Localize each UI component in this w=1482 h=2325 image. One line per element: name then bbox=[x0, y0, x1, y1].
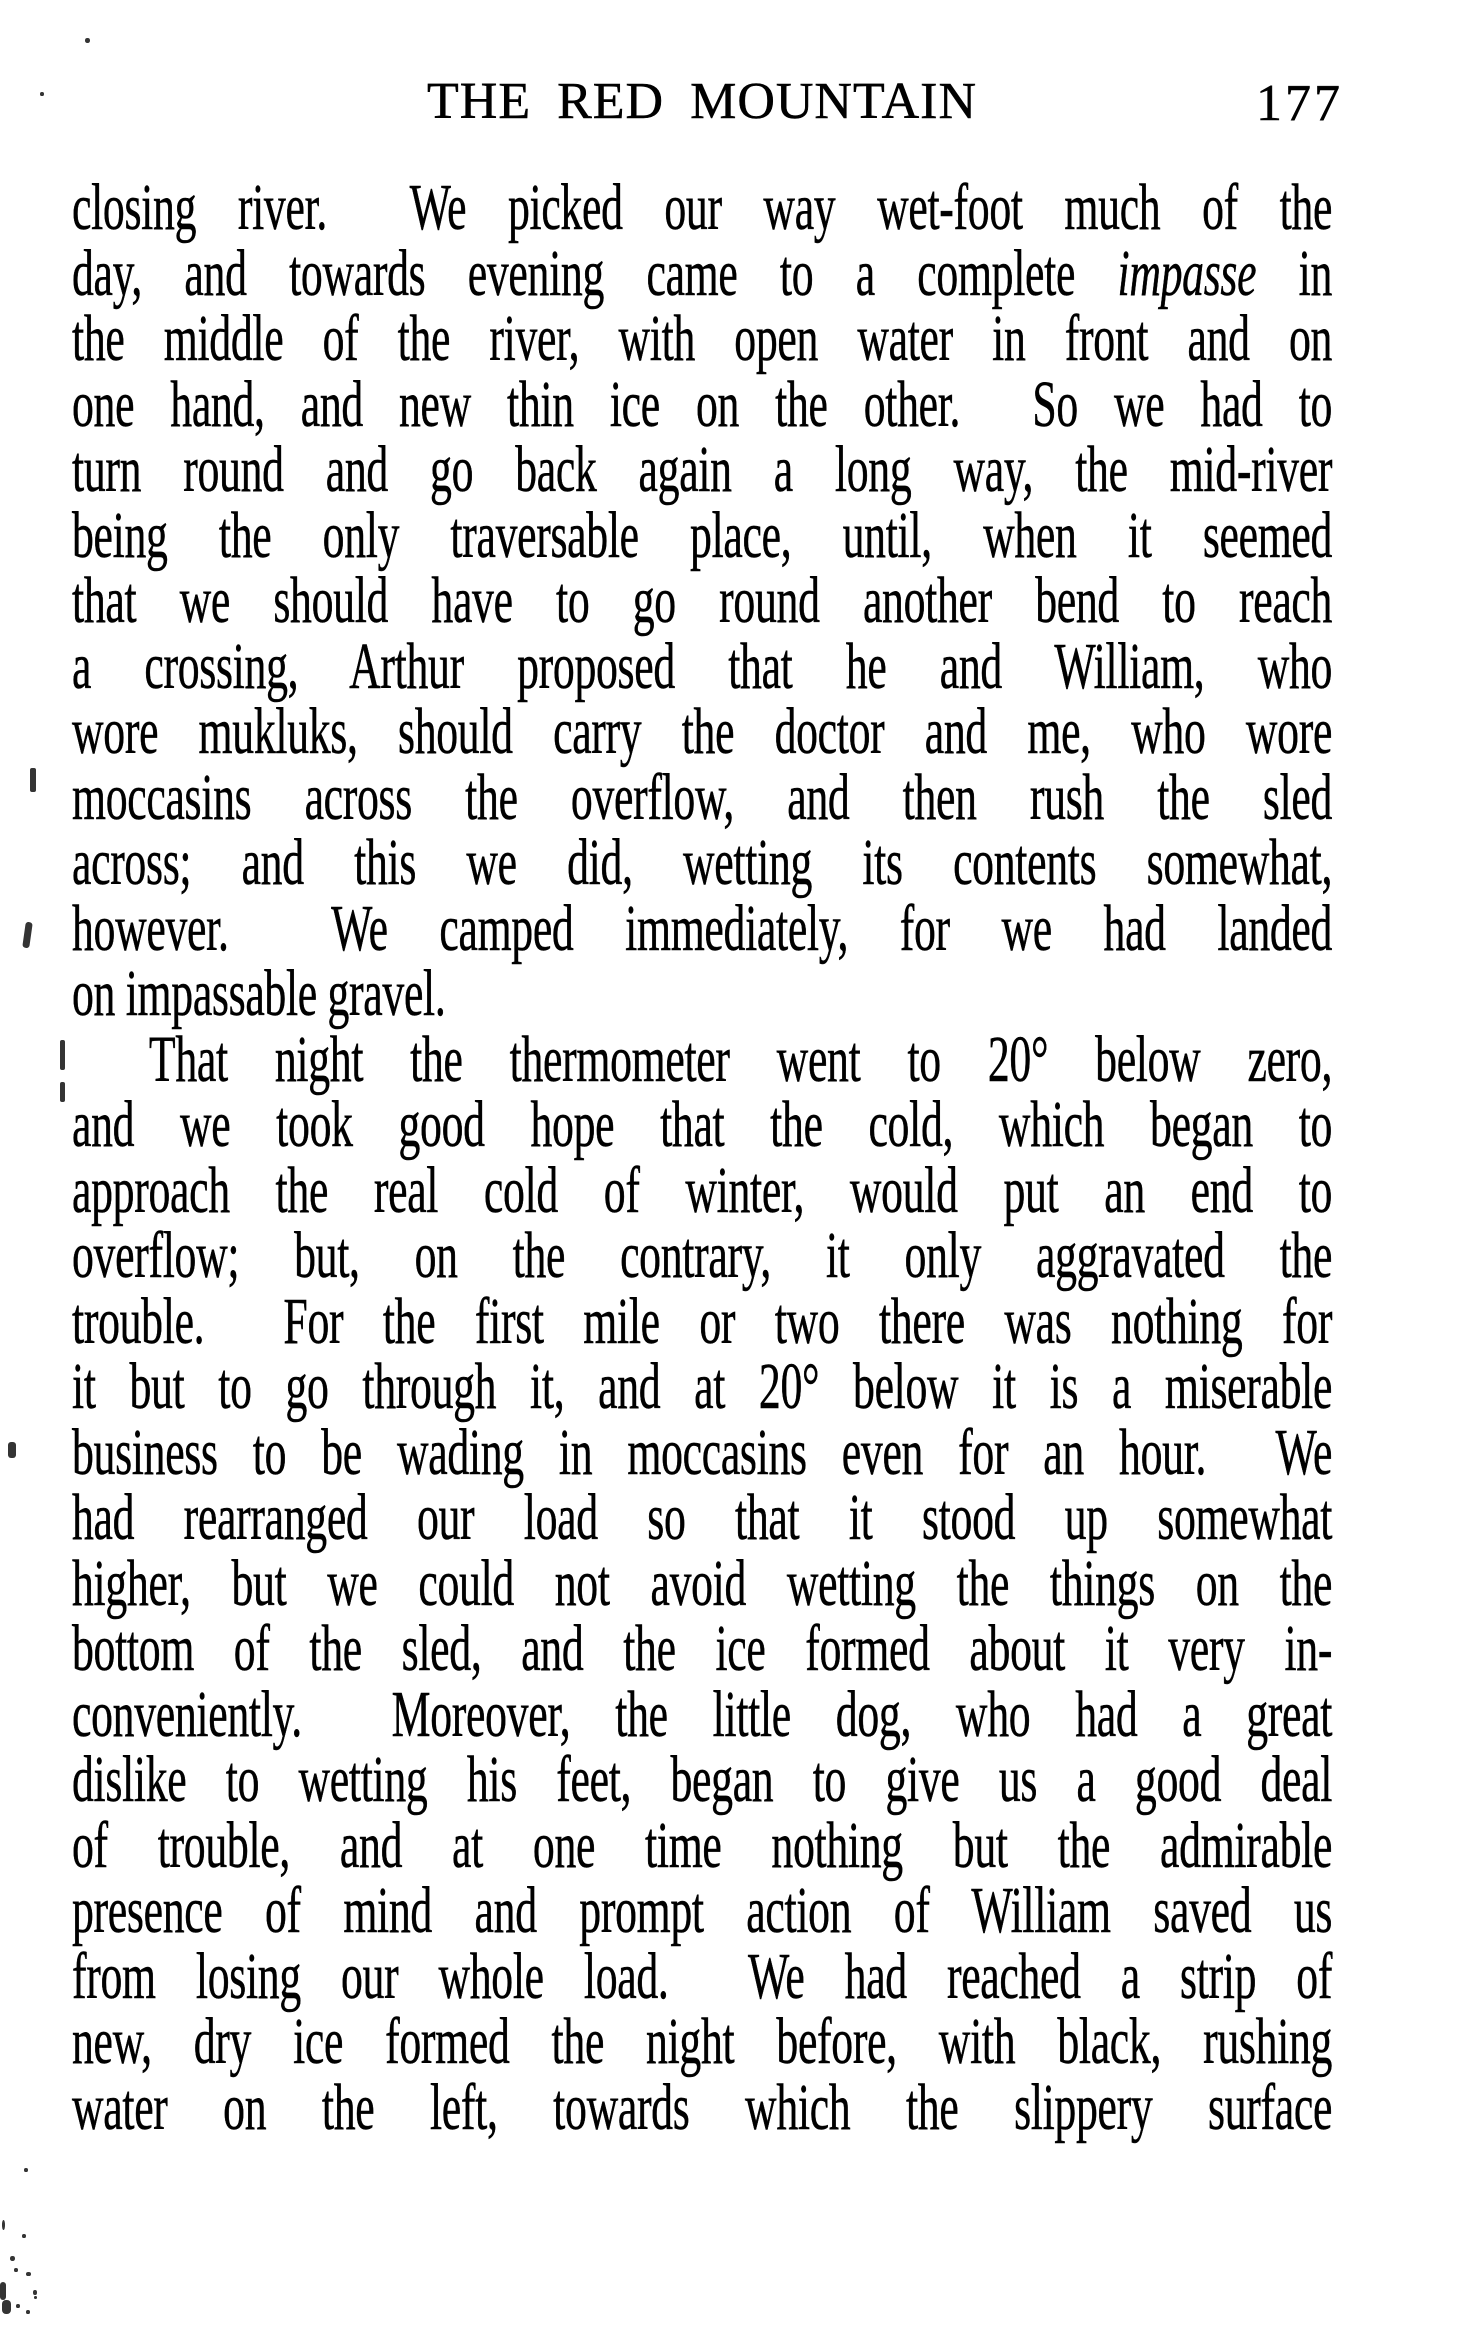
scan-artifact bbox=[22, 922, 33, 949]
text-line: had rearranged our load so that it stood up somewhat bbox=[72, 1481, 1333, 1554]
text-line: approach the real cold of winter, would put an end to bbox=[72, 1153, 1333, 1227]
scan-artifact bbox=[34, 2296, 37, 2299]
scan-artifact bbox=[8, 1442, 16, 1458]
scan-artifact bbox=[40, 92, 44, 96]
scan-artifact bbox=[2, 2220, 5, 2230]
text-line: wore mukluks, should carry the doctor and me, who wore bbox=[72, 695, 1333, 768]
text-line: however. We camped immediately, for we had landed bbox=[72, 891, 1333, 965]
text-line: moccasins across the overflow, and then rush the sled bbox=[72, 760, 1333, 834]
italic-word: impasse bbox=[1117, 236, 1257, 310]
text-segment: day, and towards evening came to a complete bbox=[72, 236, 1118, 310]
scan-artifact bbox=[0, 2282, 6, 2300]
text-line: that we should have to go round another bend to reach bbox=[72, 564, 1333, 637]
scan-artifact bbox=[60, 1082, 65, 1102]
scan-artifact bbox=[22, 2234, 26, 2238]
running-header-title: THE RED MOUNTAIN bbox=[427, 73, 977, 130]
text-line: dislike to wetting his feet, began to give us a good deal bbox=[72, 1743, 1333, 1816]
text-line: new, dry ice formed the night before, with black, rushing bbox=[72, 2005, 1333, 2078]
text-line: it but to go through it, and at 20° below it is a miserable bbox=[72, 1350, 1333, 1423]
text-line: turn round and go back again a long way, the mid-river bbox=[72, 433, 1333, 506]
scan-artifact bbox=[33, 2290, 37, 2295]
scan-artifact bbox=[10, 2256, 15, 2261]
text-line: higher, but we could not avoid wetting the things on the bbox=[72, 1546, 1333, 1620]
text-line: bottom of the sled, and the ice formed about it very in- bbox=[72, 1612, 1333, 1685]
scan-artifact bbox=[16, 2304, 20, 2308]
body-text bbox=[72, 171, 1333, 2144]
text-line bbox=[72, 236, 1333, 310]
text-line: presence of mind and prompt action of William saved us bbox=[72, 1874, 1333, 1947]
text-line: one hand, and new thin ice on the other. So we had to bbox=[72, 367, 1333, 441]
text-line: and we took good hope that the cold, which began to bbox=[72, 1088, 1333, 1161]
scan-artifact bbox=[24, 2168, 28, 2172]
text-line: water on the left, towards which the slippery surface bbox=[72, 2070, 1333, 2144]
text-line-paragraph-end: on impassable gravel. bbox=[72, 957, 446, 1030]
scan-artifact bbox=[26, 2272, 31, 2276]
text-line: across; and this we did, wetting its contents somewhat, bbox=[72, 826, 1333, 899]
text-line: conveniently. Moreover, the little dog, who had a great bbox=[72, 1677, 1333, 1751]
scan-artifact bbox=[2, 2300, 11, 2314]
text-line: the middle of the river, with open water in front and on bbox=[72, 302, 1333, 375]
text-line: being the only traversable place, until, when it seemed bbox=[72, 498, 1333, 572]
text-line: overflow; but, on the contrary, it only aggravated the bbox=[72, 1219, 1333, 1292]
text-line: business to be wading in moccasins even for an hour. We bbox=[72, 1415, 1333, 1489]
scan-artifact bbox=[60, 1040, 65, 1070]
text-line: closing river. We picked our way wet-foot much of the bbox=[72, 171, 1333, 244]
scan-artifact bbox=[85, 38, 90, 43]
text-column bbox=[72, 171, 1333, 2144]
scan-artifact bbox=[26, 2310, 30, 2314]
text-segment: in bbox=[1256, 236, 1333, 310]
scan-artifact bbox=[14, 2268, 18, 2272]
scan-artifact bbox=[30, 768, 36, 792]
text-line: from losing our whole load. We had reached a strip of bbox=[72, 1939, 1333, 2013]
page-number: 177 bbox=[1256, 75, 1343, 132]
text-line: trouble. For the first mile or two there was nothing for bbox=[72, 1284, 1333, 1358]
text-line-paragraph-start: That night the thermometer went to 20° below zero, bbox=[148, 1022, 1333, 1096]
text-line: a crossing, Arthur proposed that he and William, who bbox=[72, 629, 1333, 703]
text-line: of trouble, and at one time nothing but the admirable bbox=[72, 1808, 1333, 1882]
